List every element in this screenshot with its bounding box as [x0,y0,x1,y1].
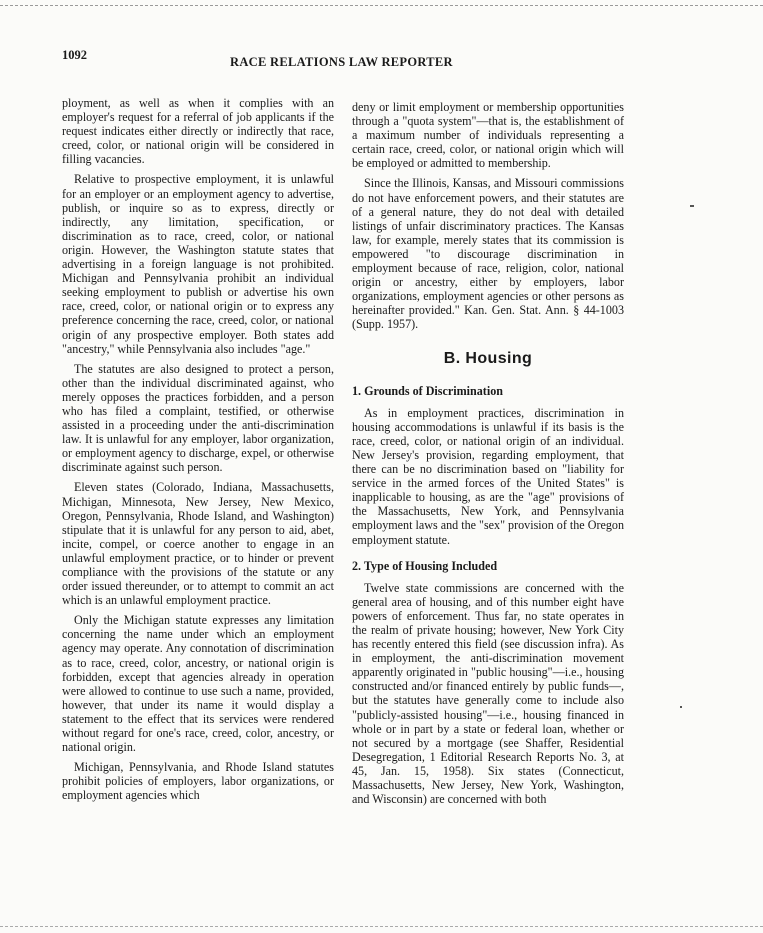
paragraph: The statutes are also designed to protect a person, other than the individual discriminated against, who merely opposes the practices forbidden, and a person who has filed a complaint, testified, or otherwise assisted in a proceeding under the anti-discrimination law. It is unlawful for any employer, labor organization, or employment agency to discharge, expel, or otherwise discriminate against such person. [62,361,334,475]
paragraph: Only the Michigan statute expresses any limitation concerning the name under which an employment agency may operate. Any connotation of discrimination as to race, creed, color, ancestry, or national origin is forbidden, except that agencies already in operation were allowed to continue to use such a name, provided, however, that under its name it would display a statement to the effect that its services were rendered without regard for one's race, creed, color, ancestry, or national origin. [62,613,334,755]
top-scan-edge [0,5,763,6]
paragraph: deny or limit employment or membership opportunities through a "quota system"—that is, the establishment of a maximum number of individuals representing a certain race, creed, color, or national origin which will be employed or admitted to membership. [352,100,624,171]
paragraph: Michigan, Pennsylvania, and Rhode Island statutes prohibit policies of employers, labor organizations, or employment agencies which [62,760,334,803]
paragraph: Since the Illinois, Kansas, and Missouri commissions do not have enforcement powers, and their statutes are of a general nature, they do not deal with detailed listings of unfair discriminatory practices. The Kansas law, for example, merely states that its commission is empowered "to discourage discrimination in employment because of race, religion, color, national origin or ancestry, either by employers, labor organizations, employment agencies or other persons as hereinafter provided." Kan. Gen. Stat. Ann. § 44-1003 (Supp. 1957). [352,176,624,332]
bottom-scan-edge [0,926,763,927]
paragraph: Relative to prospective employment, it is unlawful for an employer or an employment agency to advertise, publish, or inquire so as to express, directly or indirectly, any limitation, specification, or discrimination as to race, creed, color, or national origin. However, the Washington statute states that advertising in a foreign language is not prohibited. Michigan and Pennsylvania prohibit an individual seeking employment to publish or advertise his own race, creed, color, or national origin or to express any preference concerning the race, creed, color, or national origin of any prospective employer. Both states add "ancestry," while Pennsylvania also includes "age." [62,172,334,356]
page-number: 1092 [62,48,87,62]
paragraph: Twelve state commissions are concerned with the general area of housing, and of this number eight have powers of enforcement. Thus far, no state operates in the realm of private housing; however, New York City has recently entered this field (see discussion infra). As in employment, the anti-discrimination movement apparently originated in "public housing"—i.e., housing constructed and/or financed entirely by public funds—, but the statutes have generally come to include also "publicly-assisted housing"—i.e., housing financed in whole or in part by a state or federal loan, whether or not secured by a mortgage (see Shaffer, Residential Desegregation, 1 Editorial Research Reports No. 3, at 45, Jan. 15, 1958). Six states (Connecticut, Massachusetts, New Jersey, New York, Washington, and Wisconsin) are concerned with both [352,580,624,807]
scan-speck [690,205,694,207]
paragraph: As in employment practices, discrimination in housing accommodations is unlawful if its basis is the race, creed, color, or national origin of an individual. New Jersey's provision, regarding employment, that there can be no discrimination based on "liability for service in the armed forces of the United States" is inapplicable to housing, as are the "age" provisions of the Massachusetts, New York, and Pennsylvania employment laws and the "sex" provision of the Oregon employment statute. [352,405,624,547]
scan-speck [680,706,682,708]
subsection-heading: 1. Grounds of Discrimination [352,383,503,398]
section-title: B. Housing [443,349,533,367]
left-column [62,96,334,809]
right-column [352,100,624,812]
paragraph: ployment, as well as when it complies with an employer's request for a referral of job applicants if the request indicates either directly or indirectly that race, creed, color, or national origin will be considered in filling vacancies. [62,96,334,167]
running-head: RACE RELATIONS LAW REPORTER [230,55,453,69]
paragraph: Eleven states (Colorado, Indiana, Massachusetts, Michigan, Minnesota, New Jersey, New Mexico, Oregon, Pennsylvania, Rhode Island, and Washington) stipulate that it is unlawful for any person to aid, abet, incite, compel, or coerce another to engage in an unlawful employment practice, or to hinder or prevent compliance with the provisions of the statute or any order issued thereunder, or to attempt to commit an act which is an unlawful employment practice. [62,480,334,608]
subsection-heading: 2. Type of Housing Included [352,558,498,573]
